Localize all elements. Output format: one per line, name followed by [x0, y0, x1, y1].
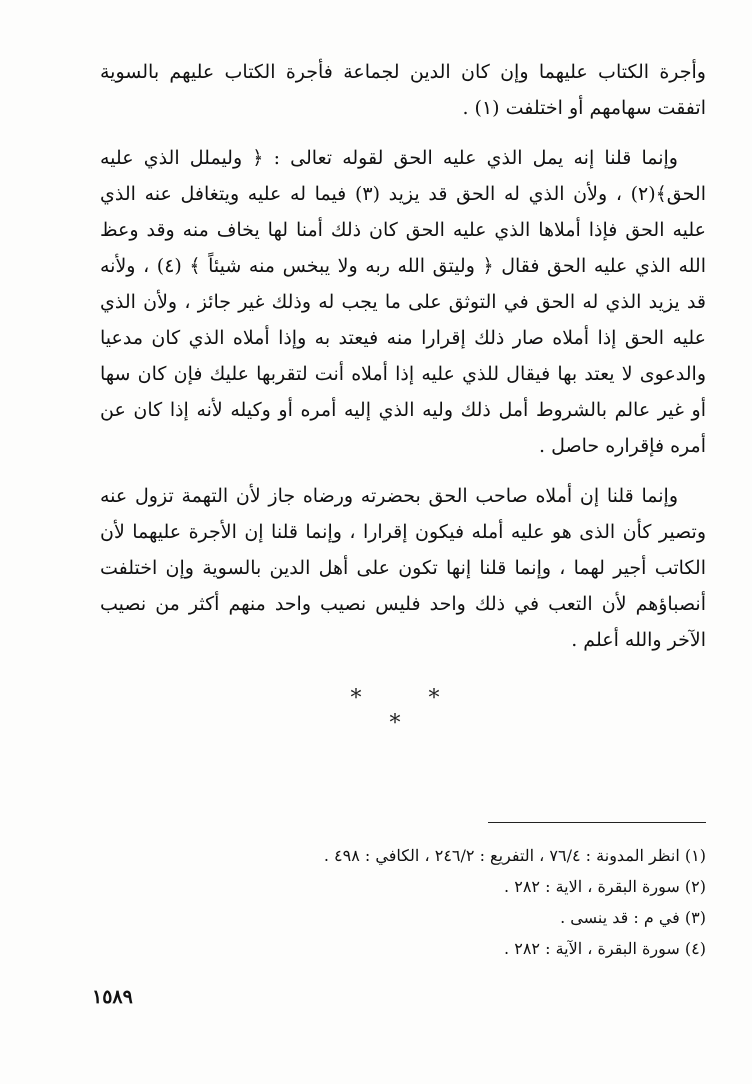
page-number: ١٥٨٩ [92, 986, 133, 1008]
paragraph-text: وإنما قلنا إنه يمل الذي عليه الحق لقوله تعالى : ﴿ وليملل الذي عليه الحق﴾(٢) ، ولأن الذي له الحق قد يزيد (٣) فيما له عليه ويتغافل عنه الذي عليه الحق فإذا أملاها الذي عليه الحق كان ذلك أمنا لها يخاف منه وقد وعظ الله الذي عليه الحق فقال ﴿ وليتق الله ربه ولا يبخس منه شيئاً ﴾ (٤) ، ولأنه قد يزيد الذي له الحق في التوثق على ما يجب له وذلك غير جائز ، ولأن الذي عليه الحق إذا أملاه صار ذلك إقرارا منه فيعتد به وإذا أملاه الذي كان مدعيا والدعوى لا يعتد بها فيقال للذي عليه إذا أملاه أنت لتقربها عليك فإن كان سها أو غير عالم بالشروط أمل ذلك وليه الذي إليه أمره أو وكيله لأنه إذا كان عن أمره فإقراره حاصل . [100, 147, 706, 457]
section-separator: * * * [350, 686, 470, 736]
body-paragraph-2 [100, 140, 706, 464]
footnote-3: (٣) في م : قد ينسى . [560, 908, 706, 927]
body-paragraph-1 [100, 54, 706, 126]
paragraph-text: وإنما قلنا إن أملاه صاحب الحق بحضرته ورضاه جاز لأن التهمة تزول عنه وتصير كأن الذى هو عليه أمله فيكون إقرارا ، وإنما قلنا إن الأجرة عليهما لأن الكاتب أجير لهما ، وإنما قلنا إنها تكون على أهل الدين بالسوية وإن اختلفت أنصباؤهم لأن التعب في ذلك واحد فليس نصيب واحد منهم أكثر من نصيب الآخر والله أعلم . [100, 485, 706, 651]
footnote-2: (٢) سورة البقرة ، الاية : ٢٨٢ . [504, 877, 706, 896]
body-paragraph-3 [100, 478, 706, 658]
footnote-divider [488, 822, 706, 823]
footnotes-block [160, 840, 706, 964]
paragraph-text: وأجرة الكتاب عليهما وإن كان الدين لجماعة فأجرة الكتاب عليهم بالسوية اتفقت سهامهم أو اختلفت (١) . [100, 61, 706, 119]
footnote-4: (٤) سورة البقرة ، الآية : ٢٨٢ . [504, 939, 706, 958]
footnote-1: (١) انظر المدونة : ٧٦/٤ ، التفريع : ٢٤٦/٢ ، الكافي : ٤٩٨ . [323, 846, 706, 865]
